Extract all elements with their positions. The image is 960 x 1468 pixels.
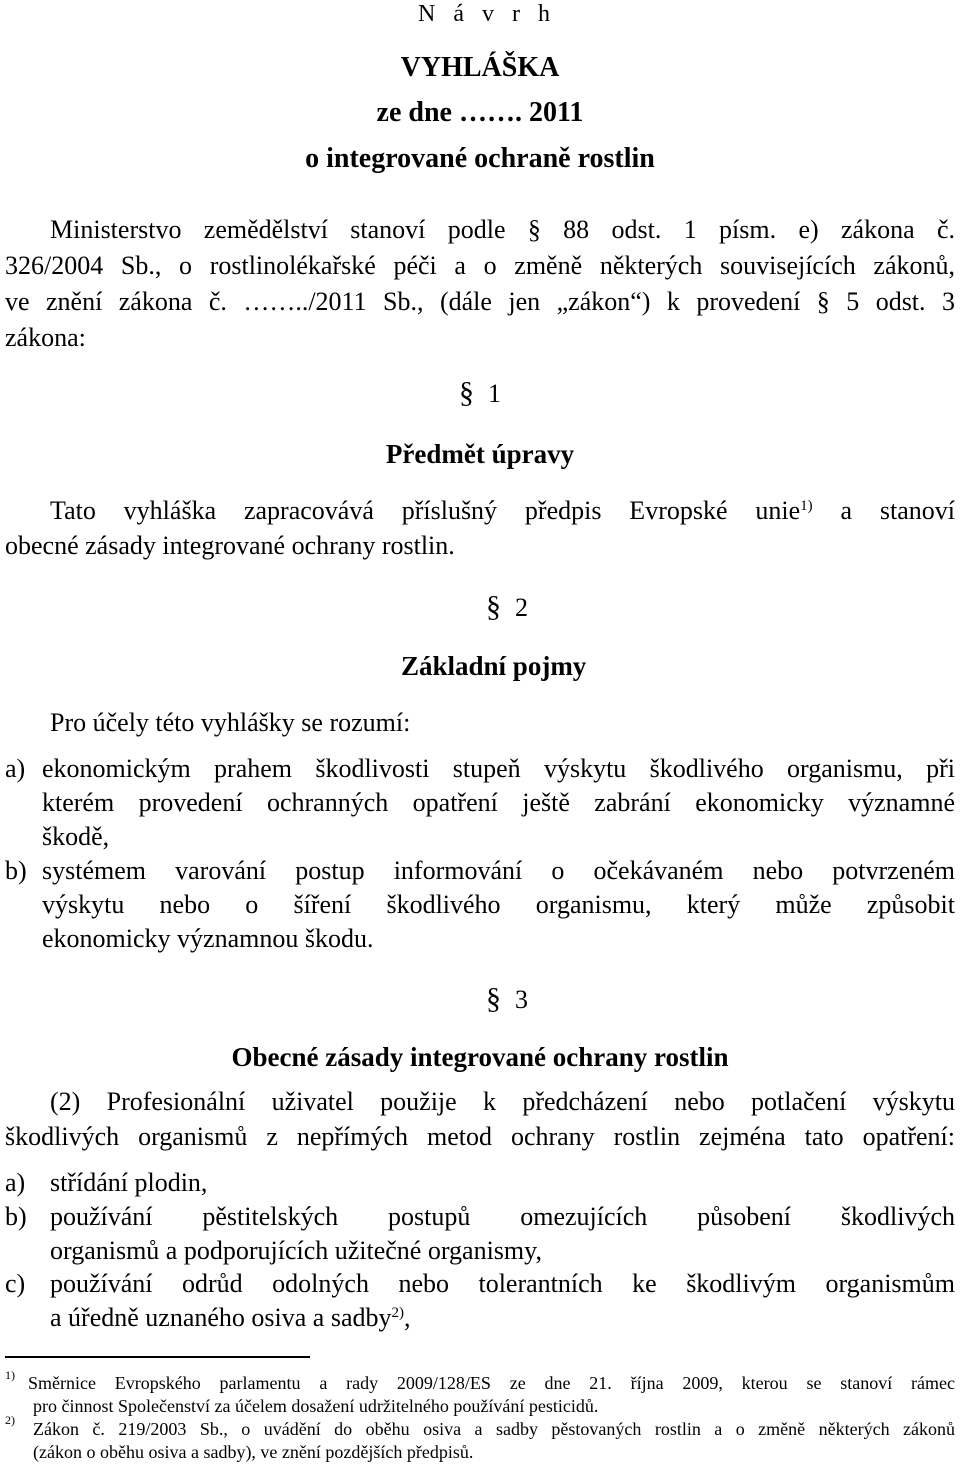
footnote-mark: 1) xyxy=(5,1368,15,1382)
list-item: střídání plodin, xyxy=(50,1168,208,1197)
list-item: výskytu nebo o šíření škodlivého organismu, který může způsobit xyxy=(42,890,955,919)
draft-label: N á v r h xyxy=(418,1,556,27)
section-3-heading: Obecné zásady integrované ochrany rostlin xyxy=(231,1042,729,1072)
list-item-label: b) xyxy=(5,1202,27,1231)
section-1-heading: Předmět úpravy xyxy=(385,439,575,469)
section-1-number: § 1 xyxy=(459,376,501,409)
list-item-label: a) xyxy=(5,754,26,783)
list-item: organismů a podporujících užitečné organismy, xyxy=(50,1236,542,1265)
section-2-heading: Základní pojmy xyxy=(401,651,587,681)
list-item-label: b) xyxy=(5,856,27,885)
section-3-para-line-2: škodlivých organismů z nepřímých metod ochrany rostlin zejména tato opatření: xyxy=(5,1122,955,1151)
list-item: používání odrůd odolných nebo tolerantních ke škodlivým organismům xyxy=(50,1269,955,1298)
list-item: a úředně uznaného osiva a sadby$^{2)}$, xyxy=(50,1303,411,1332)
document-date: ze dne ……. 2011 xyxy=(376,97,584,128)
list-item: kterém provedení ochranných opatření ještě zabrání ekonomicky významné xyxy=(42,788,955,817)
footnote-2-line-2: (zákon o oběhu osiva a sadby), ve znění pozdějších předpisů. xyxy=(33,1442,474,1462)
document-subject: o integrované ochraně rostlin xyxy=(305,143,655,174)
section-mark-2: § xyxy=(486,590,501,623)
footnote-mark: 2) xyxy=(5,1413,15,1427)
list-item-label: a) xyxy=(5,1168,26,1197)
list-item: škodě, xyxy=(42,822,110,851)
document-title: VYHLÁŠKA xyxy=(400,52,560,83)
section-2-number: § 2 xyxy=(486,590,528,623)
preamble-line-4: zákona: xyxy=(5,323,86,352)
footnote-1-line-2: pro činnost Společenství za účelem dosažení udržitelného používání pesticidů. xyxy=(33,1396,599,1416)
section-mark-3: § xyxy=(486,982,501,1015)
section-3-number: § 3 xyxy=(486,982,528,1015)
section-1-text-line-1: Tato vyhláška zapracovává příslušný předpis Evropské unie$^{1)}$ a stanoví xyxy=(50,496,956,525)
footnote-1-line-1: Směrnice Evropského parlamentu a rady 2009/128/ES ze dne 21. října 2009, kterou se stanoví rámec xyxy=(28,1373,955,1393)
section-1-text-line-2: obecné zásady integrované ochrany rostlin. xyxy=(5,531,455,560)
list-item-label: c) xyxy=(5,1269,26,1298)
list-item: ekonomickým prahem škodlivosti stupeň výskytu škodlivého organismu, při xyxy=(42,754,955,783)
preamble-line-3: ve znění zákona č. ……../2011 Sb., (dále jen „zákon“) k provedení § 5 odst. 3 xyxy=(5,287,955,316)
list-item: používání pěstitelských postupů omezujících působení škodlivých xyxy=(50,1202,955,1231)
section-2-intro: Pro účely této vyhlášky se rozumí: xyxy=(50,708,411,737)
section-mark-1: § xyxy=(459,376,474,409)
section-3-para-line-1: (2) Profesionální uživatel použije k předcházení nebo potlačení výskytu xyxy=(50,1087,955,1116)
list-item: ekonomicky významnou škodu. xyxy=(42,924,374,953)
preamble-line-2: 326/2004 Sb., o rostlinolékařské péči a o změně některých souvisejících zákonů, xyxy=(5,251,955,280)
footnote-separator xyxy=(5,1356,310,1358)
preamble-line-1: Ministerstvo zemědělství stanoví podle § 88 odst. 1 písm. e) zákona č. xyxy=(50,215,955,244)
list-item: systémem varování postup informování o očekávaném nebo potvrzeném xyxy=(42,856,955,885)
footnote-2-line-1: Zákon č. 219/2003 Sb., o uvádění do oběhu osiva a sadby pěstovaných rostlin a o změně některých zákonů xyxy=(33,1419,955,1439)
